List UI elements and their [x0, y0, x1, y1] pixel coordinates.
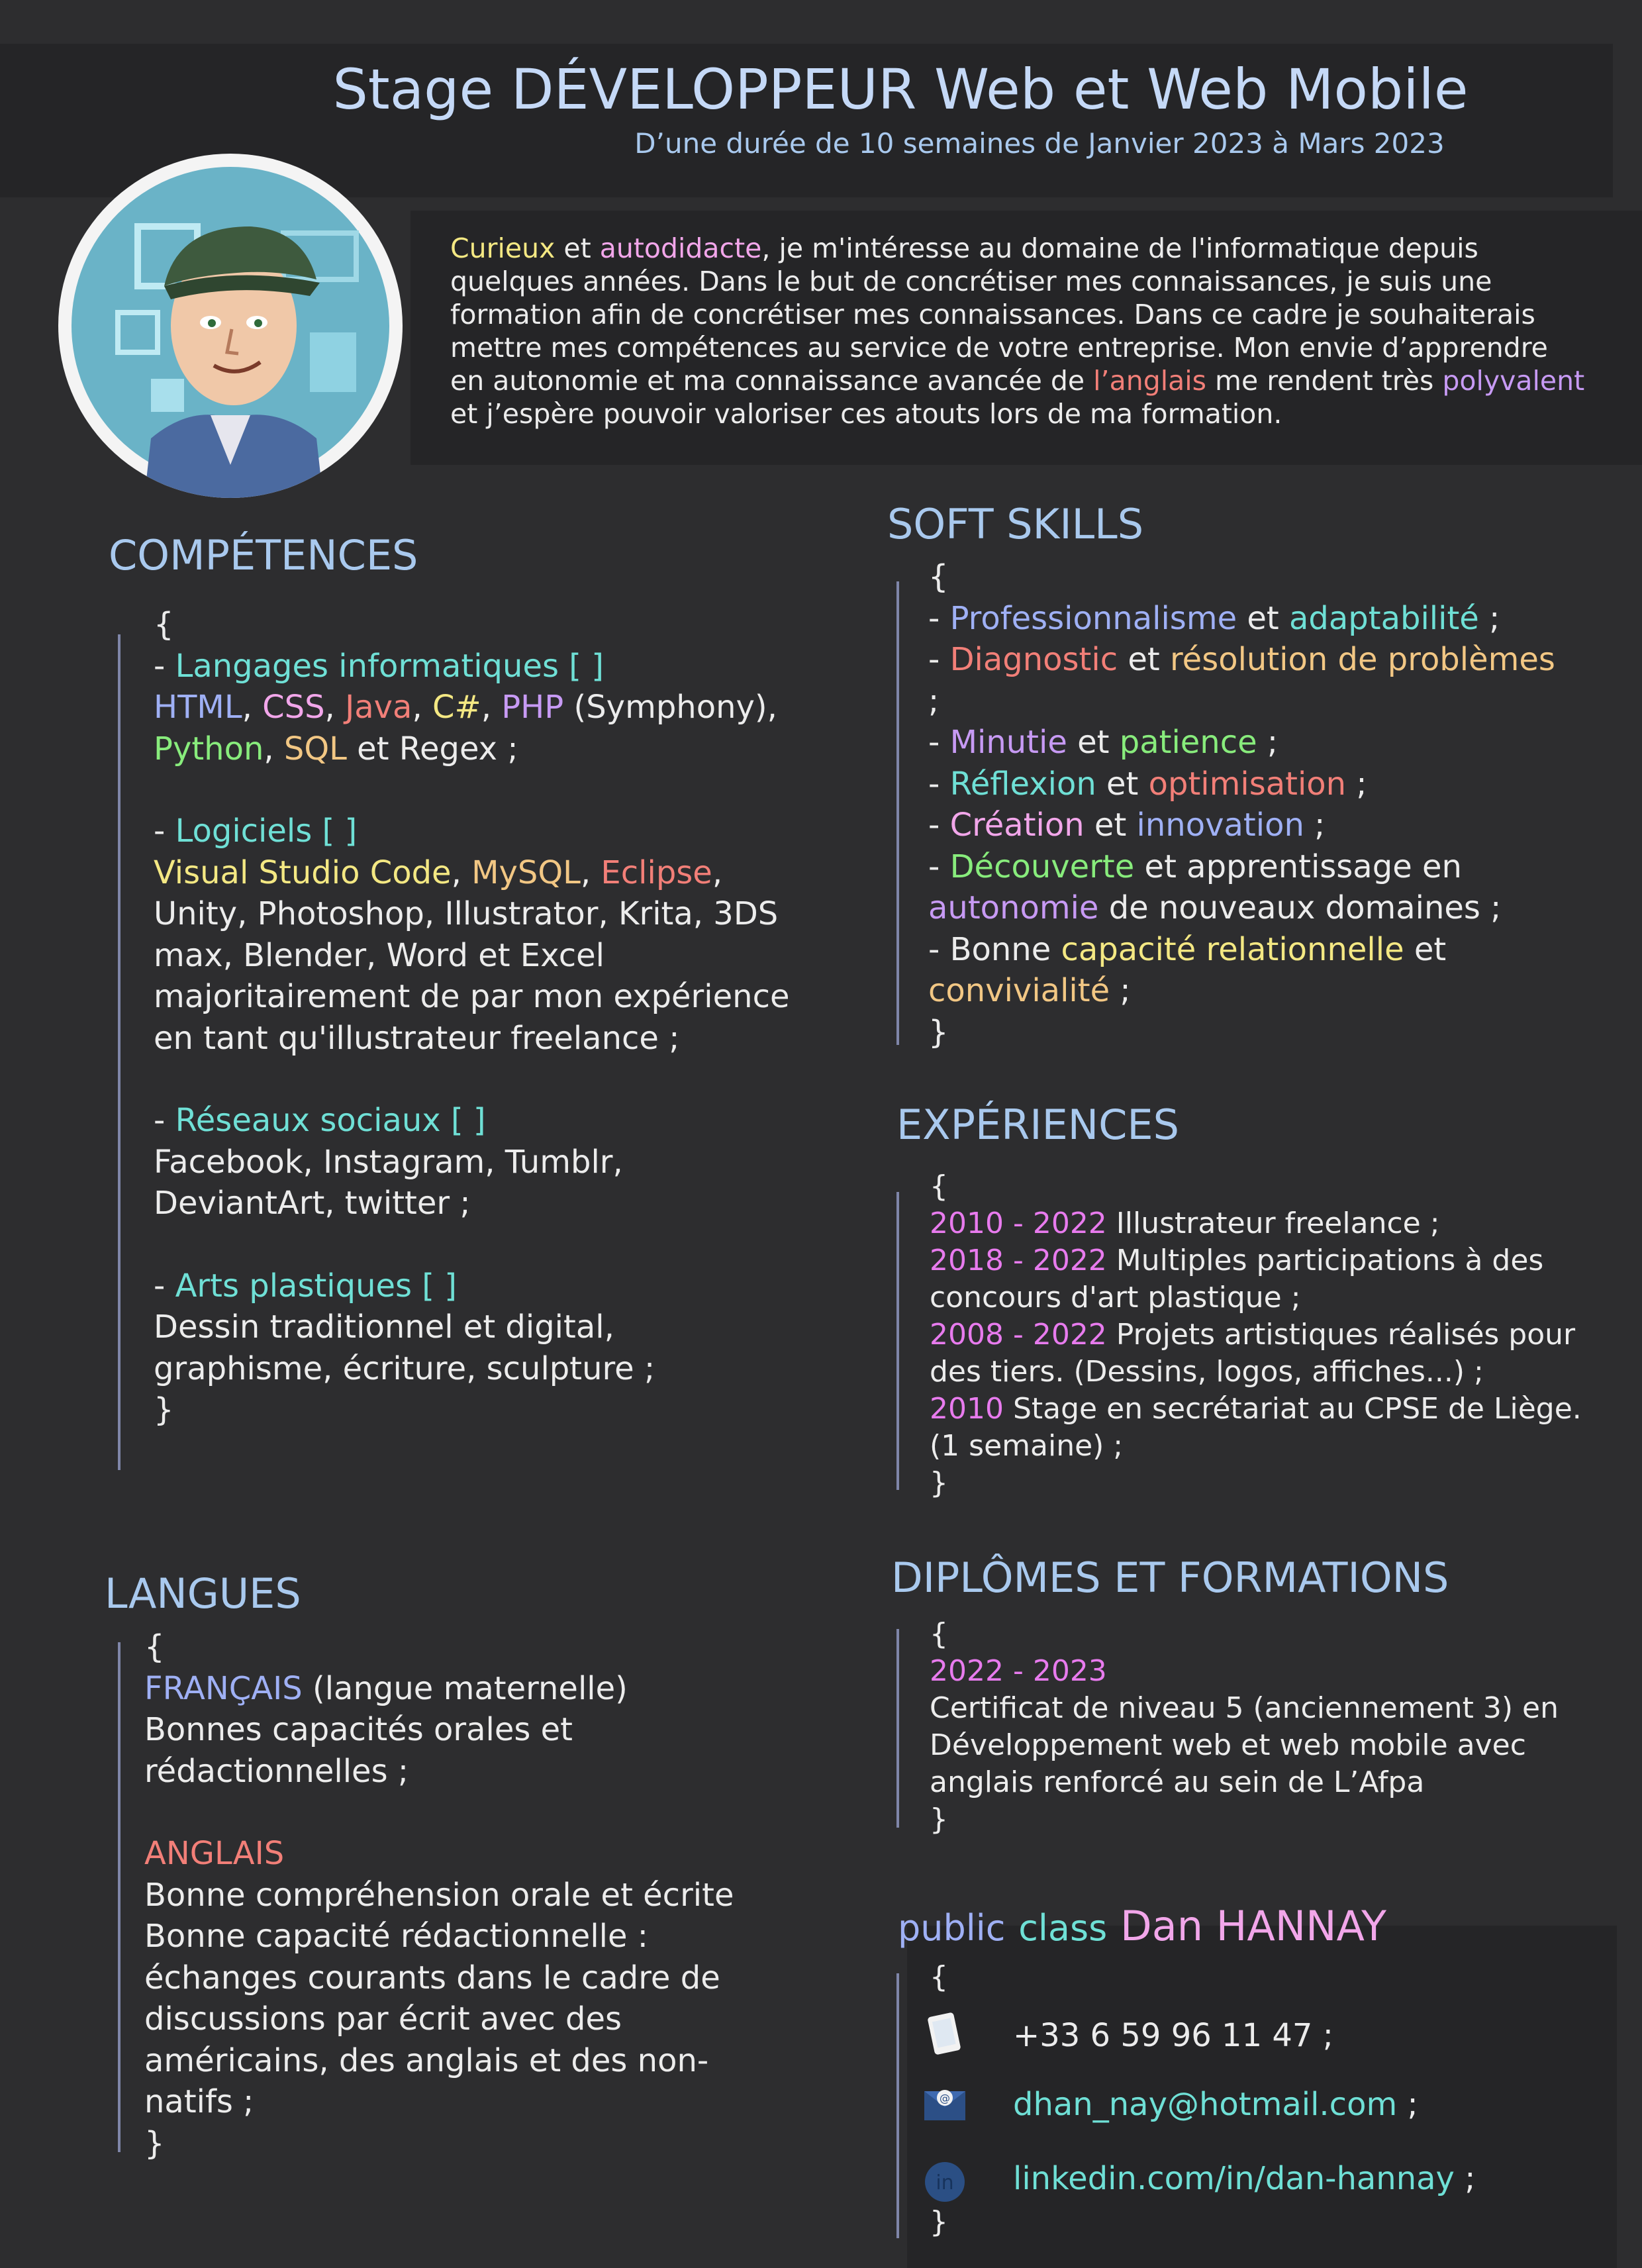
page-title: Stage DÉVELOPPEUR Web et Web Mobile	[332, 57, 1469, 122]
soft-skills-title: SOFT SKILLS	[887, 500, 1144, 548]
linkedin-link[interactable]: linkedin.com/in/dan-hannay	[1013, 2160, 1455, 2197]
experiences-bracket-line	[896, 1192, 899, 1490]
french-text: Bonnes capacités orales et rédactionnelles ;	[144, 1711, 573, 1790]
diplomas-bracket-line	[896, 1629, 899, 1828]
contact-heading: public class Dan HANNAY	[898, 1902, 1386, 1950]
arts-heading: - Arts plastiques [ ]	[154, 1267, 458, 1305]
soft-skill-item: - Création et innovation ;	[928, 807, 1326, 844]
brace-close: }	[930, 1466, 948, 1500]
phone-number[interactable]: +33 6 59 96 11 47 ;	[1013, 2017, 1333, 2054]
experience-item: 2018 - 2022 Multiples participations à des concours d'art plastique ;	[930, 1244, 1544, 1314]
svg-text:@: @	[940, 2092, 950, 2104]
soft-skill-item: - Bonne capacité relationnelle et convivialité ;	[928, 930, 1447, 1009]
experience-item: 2008 - 2022 Projets artistiques réalisés pour des tiers. (Dessins, logos, affiches...) ;	[930, 1318, 1576, 1389]
experiences-title: EXPÉRIENCES	[896, 1101, 1179, 1149]
competences-bracket-line	[118, 634, 121, 1470]
experience-item: 2010 Stage en secrétariat au CPSE de Liège. (1 semaine) ;	[930, 1392, 1582, 1463]
english-text: Bonne compréhension orale et écrite Bonne capacité rédactionnelle : échanges courants dans le cadre de discussions par écrit avec des américains, des anglais et des non-natifs ;	[144, 1876, 734, 2120]
brace-close: }	[154, 1391, 174, 1428]
brace-open: {	[154, 606, 174, 643]
software-heading: - Logiciels [ ]	[154, 813, 358, 850]
competences-block	[154, 604, 802, 1431]
intro-text: et j’espère pouvoir valoriser ces atouts lors de ma formation.	[450, 398, 1282, 430]
brace-open: {	[930, 1617, 948, 1651]
contact-bracket-line	[896, 1973, 899, 2238]
competences-title: COMPÉTENCES	[109, 531, 418, 579]
intro-highlight-anglais: l’anglais	[1093, 365, 1206, 397]
soft-skill-item: - Professionnalisme et adaptabilité ;	[928, 599, 1500, 637]
lang-list: HTML, CSS, Java, C#, PHP (Symphony),	[154, 689, 777, 726]
arts-list: Dessin traditionnel et digital, graphisme, écriture, sculpture ;	[154, 1308, 655, 1387]
avatar	[58, 154, 403, 498]
social-heading: - Réseaux sociaux [ ]	[154, 1102, 486, 1139]
email-line: dhan_nay@hotmail.com ;	[1013, 2086, 1418, 2123]
software-list: Visual Studio Code, MySQL, Eclipse, Unity, Photoshop, Illustrator, Krita, 3DS max, Blender, Word et Excel majoritairement de par mon expérience en tant qu'illustrateur freelance ;	[154, 854, 790, 1057]
email-link[interactable]: dhan_nay@hotmail.com	[1013, 2086, 1398, 2123]
brace-open: {	[930, 1169, 948, 1203]
lang-heading: - Langages informatiques [ ]	[154, 647, 604, 685]
page-subtitle: D’une durée de 10 semaines de Janvier 2023 à Mars 2023	[634, 127, 1445, 160]
soft-skill-item-end: ;	[928, 682, 940, 720]
diplomas-title: DIPLÔMES ET FORMATIONS	[891, 1553, 1449, 1602]
intro-highlight-curieux: Curieux	[450, 232, 555, 264]
svg-text:in: in	[936, 2171, 954, 2194]
langues-block	[144, 1626, 780, 2164]
brace-open: {	[930, 1960, 948, 1994]
soft-skill-item: - Découverte et apprentissage en autonomie de nouveaux domaines ;	[928, 848, 1502, 926]
diplomas-block	[930, 1616, 1618, 1838]
intro-paragraph	[450, 232, 1589, 430]
soft-skill-item: - Minutie et patience ;	[928, 724, 1279, 761]
intro-text: et	[555, 232, 600, 264]
linkedin-icon	[923, 2160, 967, 2206]
brace-open: {	[144, 1628, 165, 1665]
brace-open: {	[928, 558, 949, 595]
soft-skills-block	[928, 556, 1597, 1053]
brace-close: }	[930, 2205, 948, 2239]
langues-bracket-line	[118, 1642, 121, 2152]
brace-close: }	[144, 2124, 165, 2162]
lang-list-2: Python, SQL et Regex ;	[154, 730, 518, 767]
social-list: Facebook, Instagram, Tumblr, DeviantArt, twitter ;	[154, 1143, 623, 1222]
linkedin-line: linkedin.com/in/dan-hannay ;	[1013, 2160, 1476, 2197]
intro-text: , je m'intéresse au domaine de l'informatique depuis quelques années. Dans le but de concrétiser mes connaissances, je suis une formation afin de concrétiser mes connaissances. Dans ce cadre je souhaiterais mettre mes compétences au service de votre entreprise. Mon envie d’apprendre en autonomie et ma connaissance avancée de	[450, 232, 1548, 397]
soft-skill-item: - Diagnostic et résolution de problèmes	[928, 641, 1555, 678]
phone-icon	[924, 2010, 964, 2059]
brace-close: }	[928, 1013, 949, 1051]
soft-skills-bracket-line	[896, 581, 899, 1045]
envelope-icon	[922, 2085, 968, 2127]
brace-close: }	[930, 1802, 948, 1836]
soft-skill-item: - Réflexion et optimisation ;	[928, 765, 1367, 803]
experiences-block	[930, 1168, 1592, 1502]
langues-title: LANGUES	[105, 1569, 301, 1618]
intro-text: me rendent très	[1206, 365, 1443, 397]
english-heading: ANGLAIS	[144, 1835, 285, 1872]
experience-item: 2010 - 2022 Illustrateur freelance ;	[930, 1207, 1440, 1240]
french-heading: FRANÇAIS (langue maternelle)	[144, 1669, 628, 1707]
diploma-text: Certificat de niveau 5 (anciennement 3) en Développement web et web mobile avec anglais renforcé au sein de L’Afpa	[930, 1691, 1559, 1799]
intro-highlight-polyvalent: polyvalent	[1442, 365, 1585, 397]
intro-highlight-autodidacte: autodidacte	[599, 232, 762, 264]
diploma-year: 2022 - 2023	[930, 1654, 1107, 1688]
